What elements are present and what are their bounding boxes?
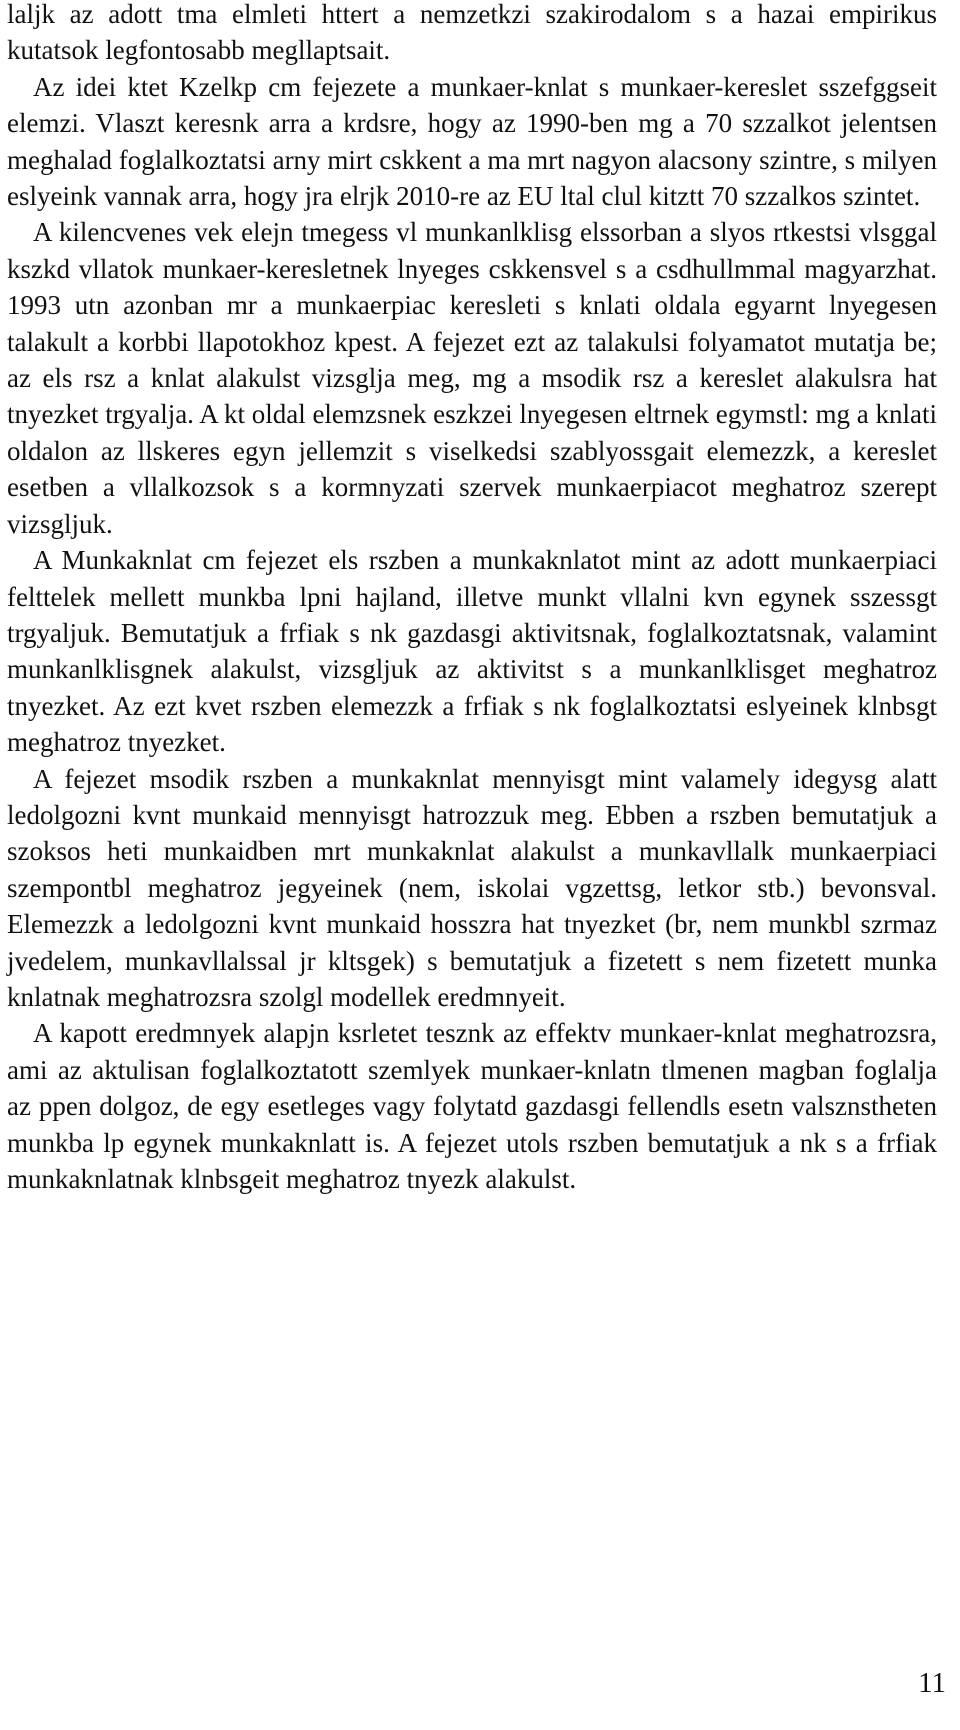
paragraph-continuation: laljk az adott tma elmleti httert a nemzetkzi szakirodalom s a hazai empirikus kutatsok legfontosabb megllaptsait. bbox=[7, 0, 937, 66]
body-text bbox=[7, 0, 937, 1197]
page-number: 11 bbox=[918, 1667, 946, 1699]
paragraph-labor-supply-first-part: A Munkaknlat cm fejezet els rszben a munkaknlatot mint az adott munkaerpiaci felttelek mellett munkba lpni hajland, illetve munkt vllalni kvn egynek sszessgt trgyaljuk. Bemutatjuk a frfiak s nk gazdasgi aktivitsnak, foglalkoztatsnak, valamint munkanlklisgnek alakulst, vizsgljuk az aktivitst s a munkanlklisget meghatroz tnyezket. Az ezt kvet rszben elemezzk a frfiak s nk foglalkoztatsi eslyeinek klnbsgt meghatroz tnyezket. bbox=[7, 545, 937, 758]
paragraph-effective-supply: A kapott eredmnyek alapjn ksrletet tesznk az effektv munkaer-knlat meghatrozsra, ami az aktulisan foglalkoztatott szemlyek munkaer-knlatn tlmenen magban foglalja az ppen dolgoz, de egy esetleges vagy folytatd gazdasgi fellendls esetn valsznstheten munkba lp egynek munkaknlatt is. A fejezet utols rszben bemutatjuk a nk s a frfiak munkaknlatnak klnbsgeit meghatroz tnyezk alakulst. bbox=[7, 1018, 937, 1194]
paragraph-labor-market-history: A kilencvenes vek elejn tmegess vl munkanlklisg elssorban a slyos rtkestsi vlsggal kszkd vllatok munkaer-keresletnek lnyeges cskkensvel s a csdhullmmal magyarzhat. 1993 utn azonban mr a munkaerpiac keresleti s knlati oldala egyarnt lnyegesen talakult a korbbi llapotokhoz kpest. A fejezet ezt az talakulsi folyamatot mutatja be; az els rsz a knlat alakulst vizsglja meg, mg a msodik rsz a kereslet alakulsra hat tnyezket trgyalja. A kt oldal elemzsnek eszkzei lnyegesen eltrnek egymstl: mg a knlati oldalon az llskeres egyn jellemzit s viselkedsi szablyossgait elemezzk, a kereslet esetben a vllalkozsok s a kormnyzati szervek munkaerpiacot meghatroz szerept vizsgljuk. bbox=[7, 217, 937, 539]
paragraph-chapter-overview: Az idei ktet Kzelkp cm fejezete a munkaer-knlat s munkaer-kereslet sszefggseit elemzi. Vlaszt keresnk arra a krdsre, hogy az 1990-ben mg a 70 szzalkot jelentsen meghalad foglalkoztatsi arny mirt cskkent a ma mrt nagyon alacsony szintre, s milyen eslyeink vannak arra, hogy jra elrjk 2010-re az EU ltal clul kitztt 70 szzalkos szintet. bbox=[7, 71, 937, 212]
paragraph-labor-supply-second-part: A fejezet msodik rszben a munkaknlat mennyisgt mint valamely idegysg alatt ledolgozni kvnt munkaid mennyisgt hatrozzuk meg. Ebben a rszben bemutatjuk a szoksos heti munkaidben mrt munkaknlat alakulst a munkavllalk munkaerpiaci szempontbl meghatroz jegyeinek (nem, iskolai vgzettsg, letkor stb.) bevonsval. Elemezzk a ledolgozni kvnt munkaid hosszra hat tnyezket (br, nem munkbl szrmaz jvedelem, munkavllalssal jr kltsgek) s bemutatjuk a fizetett s nem fizetett munka knlatnak meghatrozsra szolgl modellek eredmnyeit. bbox=[7, 763, 937, 1012]
